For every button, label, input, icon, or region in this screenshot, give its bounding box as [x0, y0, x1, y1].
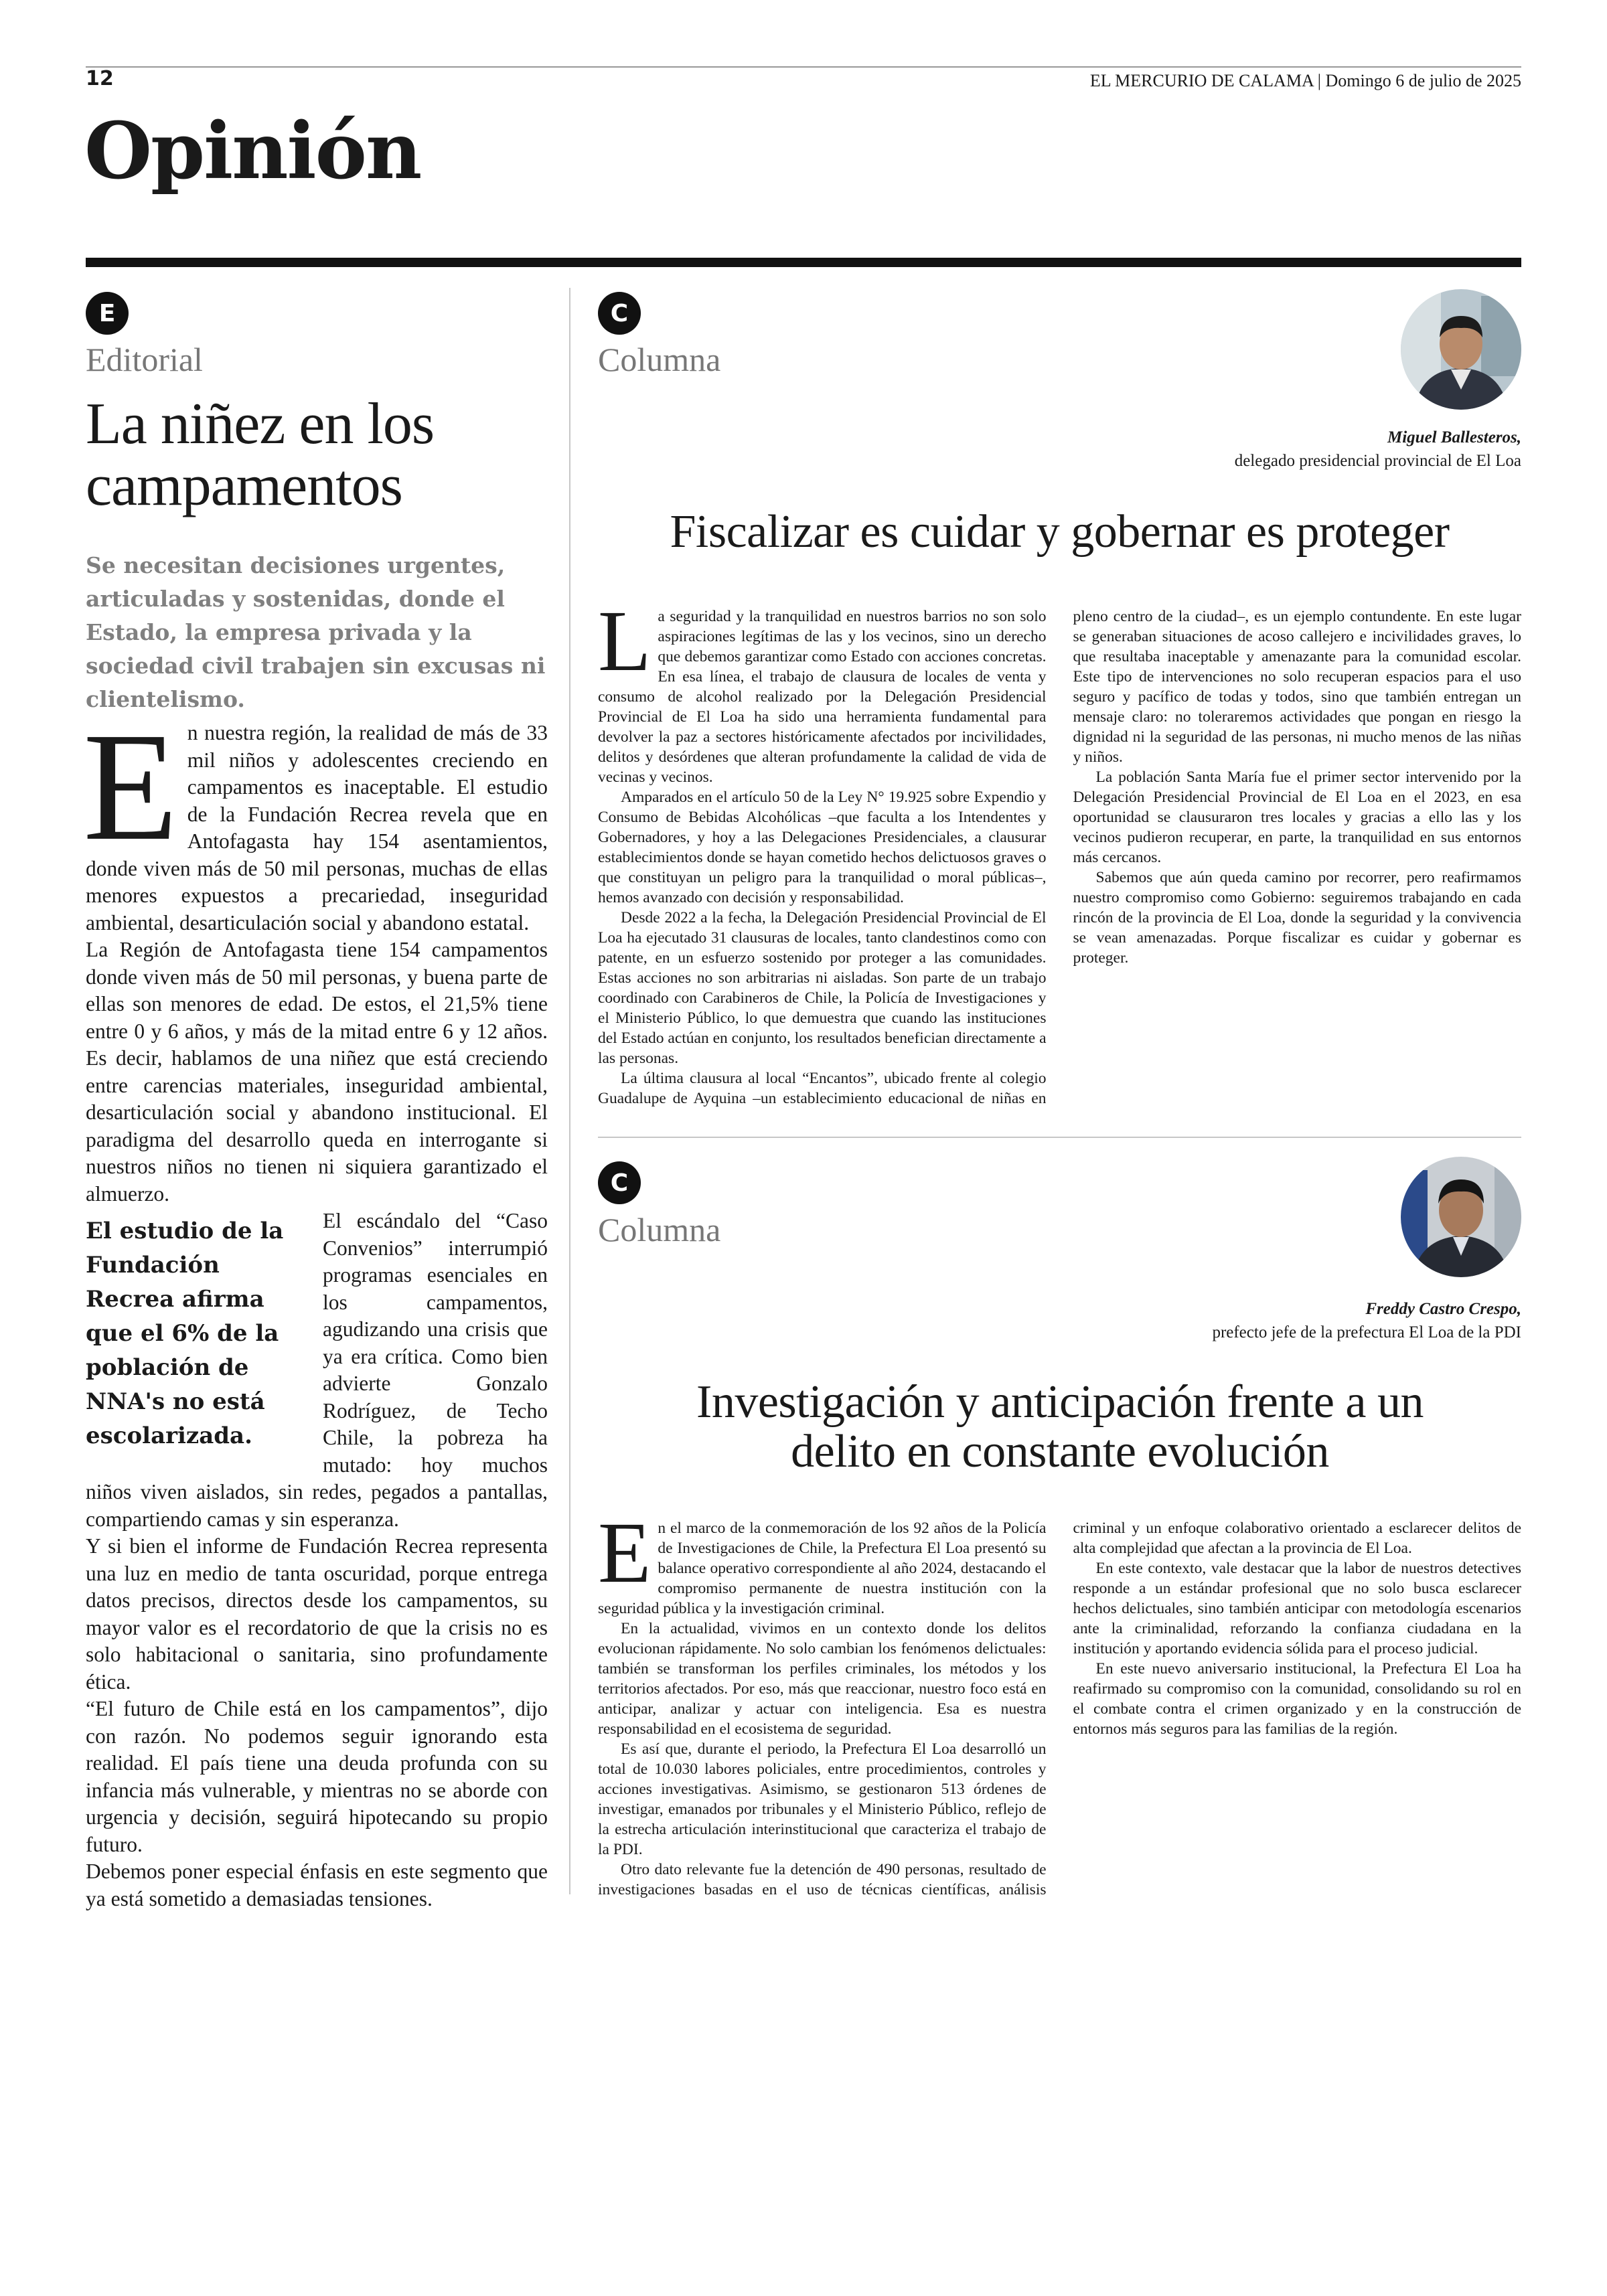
editorial-badge: E	[86, 292, 129, 335]
column2-body	[598, 1505, 1521, 1913]
column1-paragraph: La población Santa María fue el primer sector intervenido por la Delegación Presidencial Provincial de El Loa en el 2023, en esa oportunidad se clausuraron tres locales y gracias a ello las y los vecinos pudieron recuperar, en parte, la tranquilidad en sus entornos más cercanos.	[1073, 768, 1521, 866]
column2-paragraph: Otro dato relevante fue la detención de 490 personas, resultado de investigaciones basadas en el uso de técnicas científicas, análisis criminal y un enfoque colaborativo orientado a esclarecer delitos de alta complejidad que afectan a la provincia de El Loa.	[598, 1520, 1521, 1898]
paper-dateline	[1090, 71, 1521, 91]
editorial-body	[83, 701, 548, 1912]
column1-dropcap: L	[598, 593, 652, 689]
column1-body	[598, 593, 1521, 1115]
column2-paragraph: En este contexto, vale destacar que la labor de nuestros detectives responde a un estándar profesional que no solo busca esclarecer hechos delictuales, sino también anticipar con metodología escenarios ante la criminalidad, reforzando la confianza ciudadana en la institución y aportando evidencia sólida para el proceso judicial.	[1073, 1560, 1521, 1657]
column1-paragraph: Sabemos que aún queda camino por recorrer, pero reafirmamos nuestro compromiso como Gobierno: seguiremos trabajando en cada rincón de la provincia de El Loa, donde la seguridad y la convivencia se vean amenazadas. Porque fiscalizar es cuidar y gobernar es proteger.	[1073, 869, 1521, 967]
column2-paragraph: n el marco de la conmemoración de los 92 años de la Policía de Investigaciones de Chile, la Prefectura El Loa presentó su balance operativo correspondiente al año 2024, destacando el compromiso permanente de nuestra institución con la seguridad pública y la investigación criminal.	[598, 1520, 1047, 1617]
editorial-paragraph: n nuestra región, la realidad de más de 33 mil niños y adolescentes creciendo en campamentos es inaceptable. El estudio de la Fundación Recrea revela que en Antofagasta hay 154 asentamientos, donde viven más de 50 mil personas, muchas de ellas menores expuestos a precariedad, inseguridad ambiental, desarticulación social y abandono estatal.	[86, 721, 548, 934]
column2-kicker: Columna	[598, 1211, 721, 1248]
column1-paragraph: Amparados en el artículo 50 de la Ley N° 19.925 sobre Expendio y Consumo de Bebidas Alcohólicas –que faculta a los Intendentes y Gobernadores, y hoy a las Delegaciones Presidenciales, a clausurar establecimientos donde se hayan cometido hechos delictuosos graves o que constituyan un peligro para la tranquilidad o moral públicas–, hemos avanzado con decisión y responsabilidad.	[598, 789, 1047, 906]
dateline-separator: |	[1317, 71, 1326, 90]
column-divider	[569, 288, 570, 1894]
column2-dropcap: E	[598, 1505, 652, 1601]
editorial-kicker: Editorial	[86, 341, 203, 378]
column2-author: Freddy Castro Crespo,	[1365, 1300, 1521, 1318]
header-rule	[86, 66, 1521, 68]
author-portrait-icon	[1401, 289, 1521, 410]
column1-badge: C	[598, 292, 641, 335]
editorial-paragraph: El escándalo del “Caso Convenios” interrumpió programas esenciales en los campamentos, agudizando una crisis que ya era crítica. Como bien advierte Gonzalo Rodríguez, de Techo Chile, la pobreza ha mutado: hoy muchos niños viven aislados, sin redes, pegados a pantallas, compartiendo camas y sin esperanza.	[86, 1209, 548, 1531]
editorial-pullquote: El estudio de la Fundación Recrea afirma que el 6% de la población de NNA's no está escolarizada.	[86, 1218, 284, 1449]
editorial-paragraph: Debemos poner especial énfasis en este segmento que ya está sometido a demasiadas tensiones.	[86, 1860, 548, 1910]
column2-badge: C	[598, 1161, 641, 1204]
editorial-deck: Se necesitan decisiones urgentes, articuladas y sostenidas, donde el Estado, la empresa privada y la sociedad civil trabajen sin excusas ni clientelismo.	[86, 552, 546, 712]
column2-paragraph: En este nuevo aniversario institucional, la Prefectura El Loa ha reafirmado su compromiso con la comunidad, consolidando su rol en el combate contra el crimen organizado y en la construcción de entornos más seguros para las familias de la región.	[1073, 1660, 1521, 1738]
column1-kicker: Columna	[598, 341, 721, 378]
column2-author-role: prefecto jefe de la prefectura El Loa de la PDI	[1212, 1323, 1521, 1341]
author-portrait-icon	[1401, 1157, 1521, 1277]
column1-byline	[1053, 426, 1521, 473]
column2-title: Investigación y anticipación frente a un delito en constante evolución	[696, 1376, 1424, 1477]
column1-author-role: delegado presidencial provincial de El Loa	[1234, 452, 1521, 470]
paper-date: Domingo 6 de julio de 2025	[1325, 71, 1521, 90]
column2-author-photo	[1401, 1157, 1521, 1277]
column1-paragraph: a seguridad y la tranquilidad en nuestros barrios no son solo aspiraciones legítimas de las y los vecinos, sino un derecho que debemos garantizar como Estado con acciones concretas. En esa línea, el trabajo de clausura de locales de venta y consumo de alcohol realizado por la Delegación Presidencial Provincial de El Loa ha sido una herramienta fundamental para devolver la paz a sectores históricamente afectados por incivilidades, delitos y desórdenes que alteran profundamente la calidad de vida de vecinas y vecinos.	[598, 608, 1047, 786]
column1-author: Miguel Ballesteros,	[1387, 428, 1521, 446]
column1-paragraph: Desde 2022 a la fecha, la Delegación Presidencial Provincial de El Loa ha ejecutado 31 clausuras de locales, tanto clandestinos como con patente, en un esfuerzo sostenido por proteger a las comunidades. Estas acciones no son arbitrarias ni aisladas. Son parte de un trabajo coordinado con Carabineros de Chile, la Policía de Investigaciones y el Ministerio Público, lo que demuestra que cuando las instituciones del Estado actúan en conjunto, los resultados benefician directamente a las personas.	[598, 909, 1047, 1067]
column2-paragraph: Es así que, durante el periodo, la Prefectura El Loa desarrolló un total de 10.030 labores policiales, entre procedimientos, controles y acciones investigativas. Asimismo, se gestionaron 513 órdenes de investigar, emanados por tribunales y el Ministerio Público, reflejo de la estrecha articulación interinstitucional que caracteriza el trabajo de la PDI.	[598, 1740, 1047, 1858]
column2-paragraph: En la actualidad, vivimos en un contexto donde los delitos evolucionan rápidamente. No solo cambian los fenómenos delictuales: también se transforman los perfiles criminales, los métodos y los territorios afectados. Por eso, más que reaccionar, nuestro foco está en anticipar, analizar y actuar con inteligencia. Esa es nuestra responsabilidad en el ecosistema de seguridad.	[598, 1620, 1047, 1738]
row-divider	[598, 1137, 1521, 1138]
column1-author-photo	[1401, 289, 1521, 410]
editorial-paragraph: Y si bien el informe de Fundación Recrea representa una luz en medio de tanta oscuridad, porque entrega datos precisos, directos desde los campamentos, su mayor valor es el recordatorio de que la crisis no es solo habitacional o sanitaria, sino profundamente ética.	[86, 1534, 548, 1694]
paper-name: EL MERCURIO DE CALAMA	[1089, 71, 1314, 90]
section-title: Opinión	[84, 106, 421, 197]
page-number: 12	[86, 67, 114, 90]
section-rule	[86, 258, 1521, 267]
editorial-paragraph: “El futuro de Chile está en los campamentos”, dijo con razón. No podemos seguir ignorando esta realidad. El país tiene una deuda profunda con su infancia más vulnerable, y mientras no se aborde con urgencia y decisión, seguirá hipotecando su propio futuro.	[86, 1697, 548, 1856]
column2-byline	[1012, 1297, 1521, 1344]
editorial-dropcap: E	[83, 701, 178, 873]
editorial-title: La niñez en los campamentos	[86, 392, 435, 518]
column1-title: Fiscalizar es cuidar y gobernar es proteger	[670, 506, 1450, 558]
editorial-paragraph: La Región de Antofagasta tiene 154 campamentos donde viven más de 50 mil personas, y buena parte de ellas son menores de edad. De estos, el 21,5% tiene entre 0 y 6 años, y más de la mitad entre 6 y 12 años. Es decir, hablamos de una niñez que está creciendo entre carencias materiales, inseguridad ambiental, desarticulación social y abandono institucional. El paradigma del desarrollo queda en interrogante si nuestros niños no tienen ni siquiera garantizado el almuerzo.	[86, 938, 548, 1206]
column1-paragraph: La última clausura al local “Encantos”, ubicado frente al colegio Guadalupe de Ayquina –un establecimiento educacional de niñas en pleno centro de la ciudad–, es un ejemplo contundente. En este lugar se generaban situaciones de acoso callejero e incivilidades graves, lo que resultaba inaceptable y amenazante para la comunidad escolar. Este tipo de intervenciones no solo recuperan espacios para el uso seguro y pacífico de todas y todos, sino que también entregan un mensaje claro: no toleraremos actividades que pongan en riesgo la dignidad ni la seguridad de las personas, ni mucho menos de las niñas y niños.	[598, 608, 1521, 1107]
